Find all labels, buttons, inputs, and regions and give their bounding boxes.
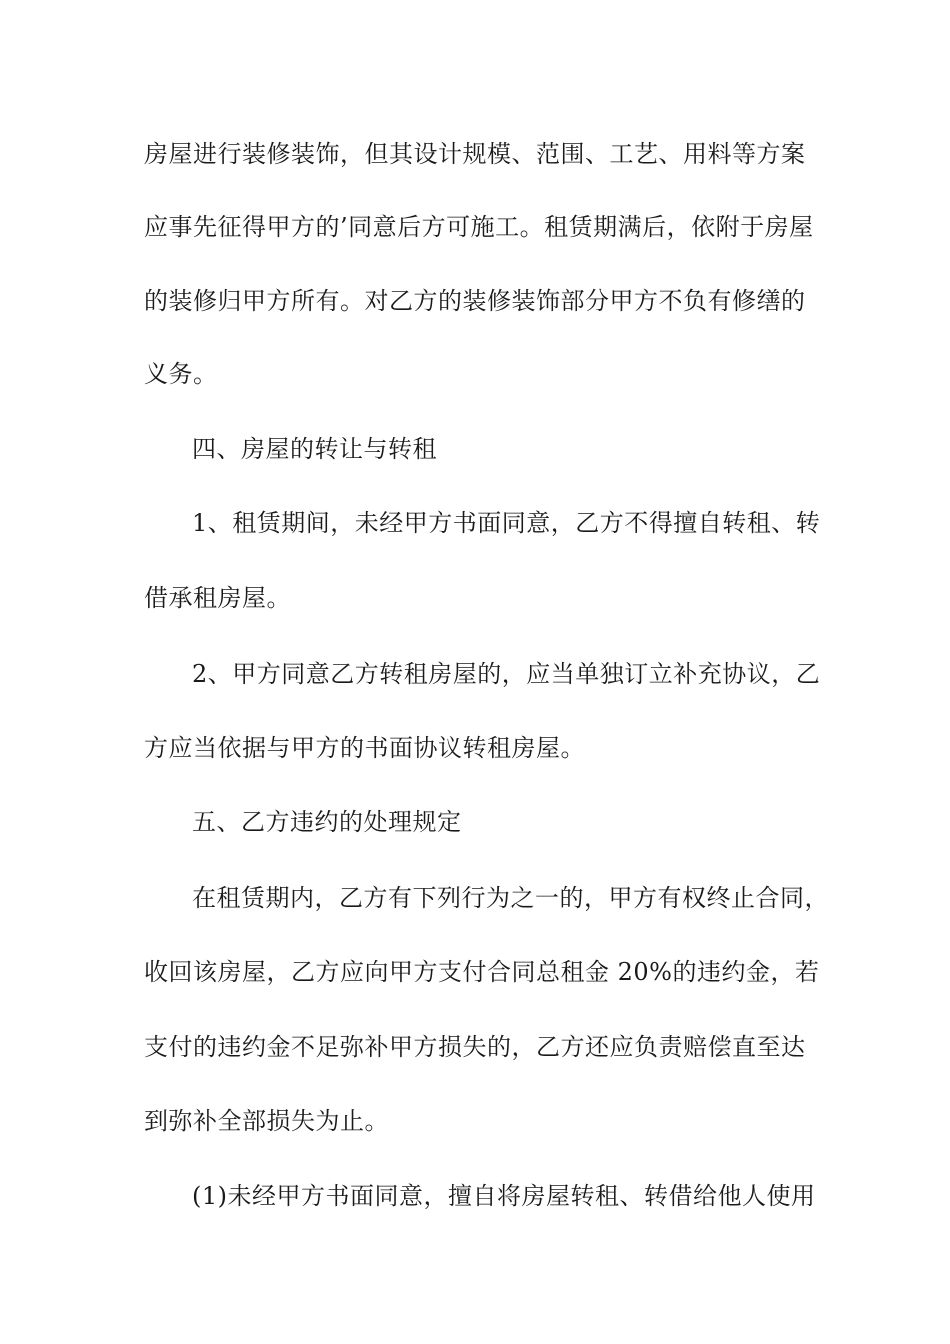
- section-heading: 五、乙方违约的处理规定: [192, 808, 462, 836]
- paragraph-line: 借承租房屋。: [144, 584, 291, 612]
- section-heading: 四、房屋的转让与转租: [192, 435, 437, 463]
- paragraph-line: 房屋进行装修装饰，但其设计规模、范围、工艺、用料等方案: [144, 140, 806, 168]
- paragraph-line: 的装修归甲方所有。对乙方的装修装饰部分甲方不负有修缮的: [144, 287, 806, 315]
- paragraph-line: 1、租赁期间，未经甲方书面同意，乙方不得擅自转租、转: [192, 509, 821, 537]
- paragraph-line: 支付的违约金不足弥补甲方损失的，乙方还应负责赔偿直至达: [144, 1033, 806, 1061]
- paragraph-line: (1)未经甲方书面同意，擅自将房屋转租、转借给他人使用: [192, 1182, 816, 1210]
- paragraph-line: 在租赁期内，乙方有下列行为之一的，甲方有权终止合同，: [192, 884, 829, 912]
- paragraph-line: 到弥补全部损失为止。: [144, 1107, 389, 1135]
- paragraph-line: 义务。: [144, 360, 218, 388]
- paragraph-line: 2、甲方同意乙方转租房屋的，应当单独订立补充协议，乙: [192, 660, 821, 688]
- paragraph-line: 应事先征得甲方的’同意后方可施工。租赁期满后，依附于房屋: [144, 213, 814, 241]
- paragraph-line: 收回该房屋，乙方应向甲方支付合同总租金 20%的违约金，若: [144, 958, 820, 986]
- paragraph-line: 方应当依据与甲方的书面协议转租房屋。: [144, 734, 585, 762]
